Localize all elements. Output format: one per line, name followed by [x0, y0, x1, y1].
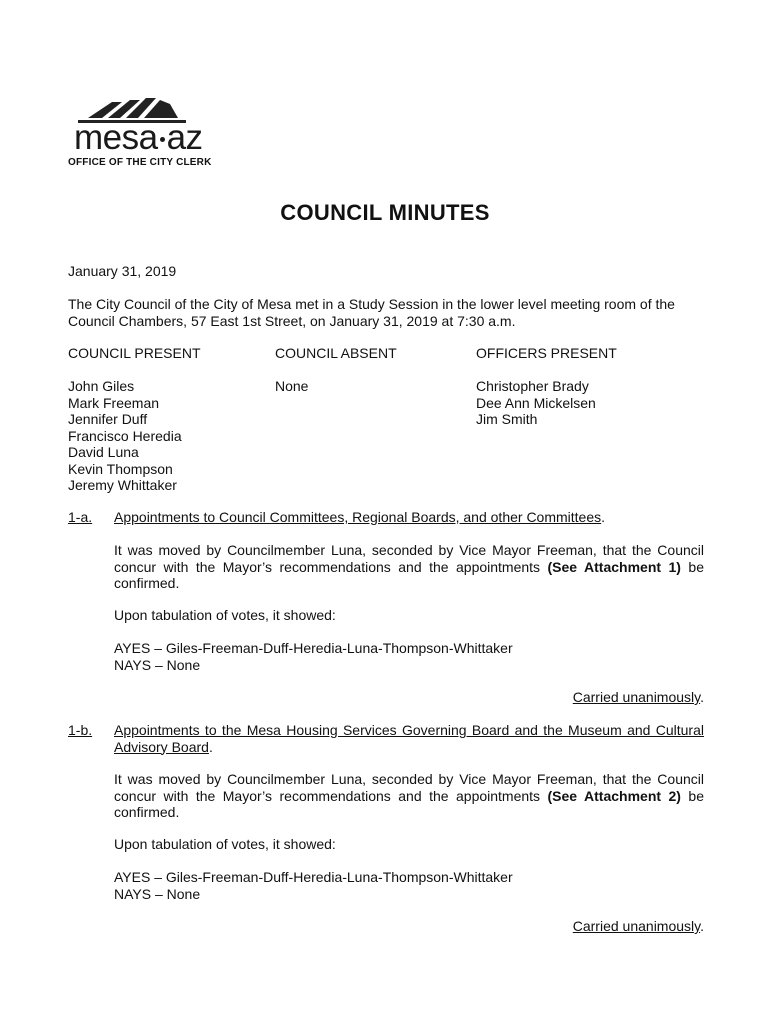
motion-paragraph — [114, 542, 704, 592]
vote-result-text: Carried unanimously — [572, 918, 701, 934]
vote-result: Carried unanimously. — [572, 689, 704, 705]
logo-dot — [160, 137, 165, 142]
list-item: David Luna — [68, 444, 139, 460]
logo-text-left: mesa — [74, 118, 158, 157]
logo-wordmark — [74, 118, 203, 158]
tabulation-text: Upon tabulation of votes, it showed: — [114, 836, 336, 852]
item-heading-text: Appointments to Council Committees, Regional Boards, and other Committees — [114, 509, 602, 525]
vote-result-text: Carried unanimously — [572, 689, 701, 705]
ayes-line: AYES – Giles-Freeman-Duff-Heredia-Luna-Thompson-Whittaker — [114, 869, 513, 885]
ayes-line: AYES – Giles-Freeman-Duff-Heredia-Luna-Thompson-Whittaker — [114, 640, 513, 656]
list-item: Christopher Brady — [476, 378, 589, 394]
list-item: Jim Smith — [476, 411, 538, 427]
list-item: Jeremy Whittaker — [68, 477, 177, 493]
attachment-reference: (See Attachment 2) — [547, 787, 681, 804]
office-name: OFFICE OF THE CITY CLERK — [68, 157, 212, 168]
council-present-header: COUNCIL PRESENT — [68, 345, 201, 361]
item-number: 1-a. — [68, 509, 93, 525]
list-item: Mark Freeman — [68, 394, 160, 411]
council-present-list — [68, 378, 182, 494]
motion-paragraph — [114, 771, 704, 821]
attachment-reference: (See Attachment 1) — [547, 558, 681, 575]
motion-text: It was moved by Councilmember Luna, seconded by Vice Mayor Freeman, that the Council concur with the Mayor’s recommendations and the appointments — [114, 771, 704, 804]
nays-line: NAYS – None — [114, 886, 201, 902]
item-number: 1-b. — [68, 722, 93, 738]
council-absent-list — [275, 378, 308, 395]
document-title: COUNCIL MINUTES — [280, 200, 490, 225]
intro-paragraph: The City Council of the City of Mesa met in a Study Session in the lower level meeting room of the Council Chambers, 57 East 1st Street, on January 31, 2019 at 7:30 a.m. — [68, 296, 675, 329]
list-item: Dee Ann Mickelsen — [476, 394, 596, 411]
list-item: None — [275, 378, 309, 394]
meeting-date: January 31, 2019 — [68, 263, 177, 279]
motion-text: It was moved by Councilmember Luna, seconded by Vice Mayor Freeman, that the Council concur with the Mayor’s recommendations and the appointments — [114, 542, 704, 575]
nays-line: NAYS – None — [114, 657, 201, 673]
item-heading: Appointments to the Mesa Housing Services Governing Board and the Museum and Cultural Advisory Board. — [114, 722, 704, 755]
vote-result: Carried unanimously. — [572, 918, 704, 934]
list-item: Jennifer Duff — [68, 411, 148, 427]
item-heading: Appointments to Council Committees, Regional Boards, and other Committees. — [114, 509, 606, 525]
item-heading-text: Appointments to the Mesa Housing Services Governing Board and the Museum and Cultural Advisory Board — [114, 722, 704, 755]
motion-text-end: be confirmed. — [114, 558, 704, 591]
officers-present-header: OFFICERS PRESENT — [476, 345, 617, 361]
officers-present-list — [476, 378, 596, 428]
list-item: Kevin Thompson — [68, 460, 173, 477]
motion-text-end: be confirmed. — [114, 787, 704, 820]
logo-text-right: az — [166, 118, 203, 157]
list-item: Francisco Heredia — [68, 427, 182, 444]
list-item: John Giles — [68, 378, 135, 394]
tabulation-text: Upon tabulation of votes, it showed: — [114, 607, 336, 623]
council-absent-header: COUNCIL ABSENT — [275, 345, 397, 361]
